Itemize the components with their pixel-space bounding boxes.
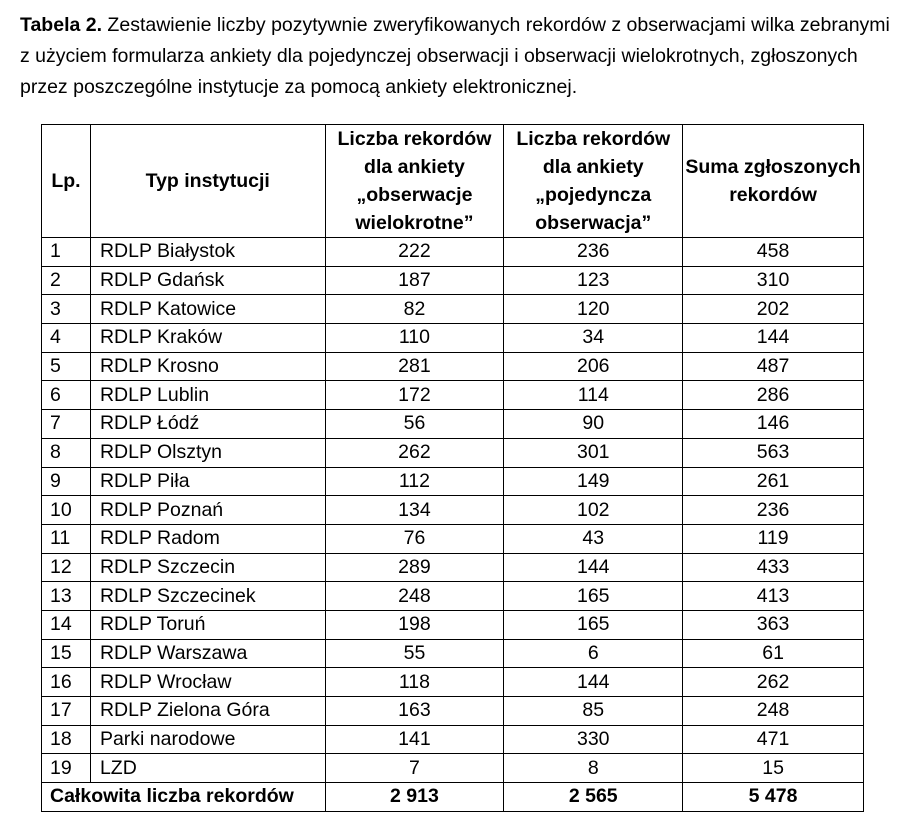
table-row [42, 266, 864, 295]
row-institution: RDLP Krosno [90, 352, 325, 381]
row-sum: 262 [683, 668, 864, 697]
row-lp: 17 [42, 697, 91, 726]
row-multiple-count: 56 [325, 410, 504, 439]
table-row [42, 352, 864, 381]
row-institution: RDLP Gdańsk [90, 266, 325, 295]
row-multiple-count: 118 [325, 668, 504, 697]
row-multiple-count: 289 [325, 553, 504, 582]
row-multiple-count: 281 [325, 352, 504, 381]
row-lp: 10 [42, 496, 91, 525]
row-lp: 1 [42, 238, 91, 267]
row-single-count: 34 [504, 324, 683, 353]
row-sum: 202 [683, 295, 864, 324]
row-institution: RDLP Poznań [90, 496, 325, 525]
records-table [41, 124, 864, 812]
row-sum: 144 [683, 324, 864, 353]
row-sum: 236 [683, 496, 864, 525]
row-multiple-count: 248 [325, 582, 504, 611]
total-row [42, 783, 864, 812]
row-sum: 458 [683, 238, 864, 267]
row-sum: 61 [683, 639, 864, 668]
row-sum: 146 [683, 410, 864, 439]
row-institution: RDLP Kraków [90, 324, 325, 353]
row-multiple-count: 76 [325, 524, 504, 553]
row-multiple-count: 222 [325, 238, 504, 267]
row-lp: 9 [42, 467, 91, 496]
row-institution: RDLP Katowice [90, 295, 325, 324]
row-institution: RDLP Szczecin [90, 553, 325, 582]
row-multiple-count: 7 [325, 754, 504, 783]
row-single-count: 123 [504, 266, 683, 295]
row-multiple-count: 172 [325, 381, 504, 410]
row-institution: LZD [90, 754, 325, 783]
row-institution: RDLP Wrocław [90, 668, 325, 697]
table-row [42, 725, 864, 754]
row-multiple-count: 55 [325, 639, 504, 668]
row-single-count: 206 [504, 352, 683, 381]
row-sum: 433 [683, 553, 864, 582]
row-lp: 15 [42, 639, 91, 668]
row-institution: RDLP Toruń [90, 610, 325, 639]
row-institution: RDLP Łódź [90, 410, 325, 439]
total-multiple: 2 913 [325, 783, 504, 812]
row-sum: 248 [683, 697, 864, 726]
row-lp: 16 [42, 668, 91, 697]
row-single-count: 90 [504, 410, 683, 439]
row-single-count: 165 [504, 582, 683, 611]
row-lp: 6 [42, 381, 91, 410]
row-multiple-count: 187 [325, 266, 504, 295]
row-sum: 119 [683, 524, 864, 553]
row-multiple-count: 134 [325, 496, 504, 525]
row-lp: 12 [42, 553, 91, 582]
table-row [42, 238, 864, 267]
row-single-count: 6 [504, 639, 683, 668]
row-sum: 413 [683, 582, 864, 611]
row-lp: 2 [42, 266, 91, 295]
table-row [42, 639, 864, 668]
table-caption [20, 10, 895, 103]
table-row [42, 410, 864, 439]
row-single-count: 144 [504, 553, 683, 582]
row-lp: 3 [42, 295, 91, 324]
row-lp: 5 [42, 352, 91, 381]
row-single-count: 120 [504, 295, 683, 324]
row-multiple-count: 82 [325, 295, 504, 324]
row-single-count: 301 [504, 438, 683, 467]
row-multiple-count: 110 [325, 324, 504, 353]
row-sum: 363 [683, 610, 864, 639]
row-institution: RDLP Warszawa [90, 639, 325, 668]
row-single-count: 102 [504, 496, 683, 525]
row-sum: 261 [683, 467, 864, 496]
row-multiple-count: 163 [325, 697, 504, 726]
caption-text: Zestawienie liczby pozytywnie zweryfikowanych rekordów z obserwacjami wilka zebranymi z użyciem formularza ankiety dla pojedynczej obserwacji i obserwacji wielokrotnych, zgłoszonych przez poszczególne instytucje za pomocą ankiety elektronicznej. [20, 14, 890, 98]
table-row [42, 610, 864, 639]
table-row [42, 438, 864, 467]
row-institution: RDLP Radom [90, 524, 325, 553]
row-lp: 11 [42, 524, 91, 553]
header-institution-type: Typ instytucji [90, 125, 325, 238]
row-lp: 18 [42, 725, 91, 754]
total-single: 2 565 [504, 783, 683, 812]
row-institution: RDLP Olsztyn [90, 438, 325, 467]
table-row [42, 582, 864, 611]
table-row [42, 467, 864, 496]
table-row [42, 553, 864, 582]
row-single-count: 43 [504, 524, 683, 553]
row-single-count: 85 [504, 697, 683, 726]
total-sum: 5 478 [683, 783, 864, 812]
row-sum: 310 [683, 266, 864, 295]
row-institution: Parki narodowe [90, 725, 325, 754]
row-sum: 563 [683, 438, 864, 467]
row-single-count: 236 [504, 238, 683, 267]
row-single-count: 8 [504, 754, 683, 783]
table-body [42, 238, 864, 783]
row-sum: 15 [683, 754, 864, 783]
header-single-observation: Liczba rekordów dla ankiety „pojedyncza obserwacja” [504, 125, 683, 238]
row-institution: RDLP Piła [90, 467, 325, 496]
row-sum: 487 [683, 352, 864, 381]
header-multiple-observations: Liczba rekordów dla ankiety „obserwacje wielokrotne” [325, 125, 504, 238]
row-sum: 471 [683, 725, 864, 754]
row-institution: RDLP Lublin [90, 381, 325, 410]
row-single-count: 165 [504, 610, 683, 639]
table-row [42, 754, 864, 783]
row-single-count: 330 [504, 725, 683, 754]
row-single-count: 144 [504, 668, 683, 697]
row-multiple-count: 112 [325, 467, 504, 496]
row-lp: 13 [42, 582, 91, 611]
table-row [42, 697, 864, 726]
table-row [42, 324, 864, 353]
table-row [42, 524, 864, 553]
row-lp: 7 [42, 410, 91, 439]
row-institution: RDLP Szczecinek [90, 582, 325, 611]
row-sum: 286 [683, 381, 864, 410]
row-lp: 14 [42, 610, 91, 639]
header-records-sum: Suma zgłoszonych rekordów [683, 125, 864, 238]
header-row [42, 125, 864, 238]
row-institution: RDLP Białystok [90, 238, 325, 267]
table-row [42, 295, 864, 324]
row-multiple-count: 198 [325, 610, 504, 639]
row-lp: 4 [42, 324, 91, 353]
total-label: Całkowita liczba rekordów [42, 783, 326, 812]
row-single-count: 114 [504, 381, 683, 410]
row-lp: 19 [42, 754, 91, 783]
header-lp: Lp. [42, 125, 91, 238]
caption-label: Tabela 2. [20, 14, 103, 36]
row-lp: 8 [42, 438, 91, 467]
row-institution: RDLP Zielona Góra [90, 697, 325, 726]
table-row [42, 496, 864, 525]
row-multiple-count: 262 [325, 438, 504, 467]
row-single-count: 149 [504, 467, 683, 496]
row-multiple-count: 141 [325, 725, 504, 754]
table-row [42, 668, 864, 697]
table-row [42, 381, 864, 410]
